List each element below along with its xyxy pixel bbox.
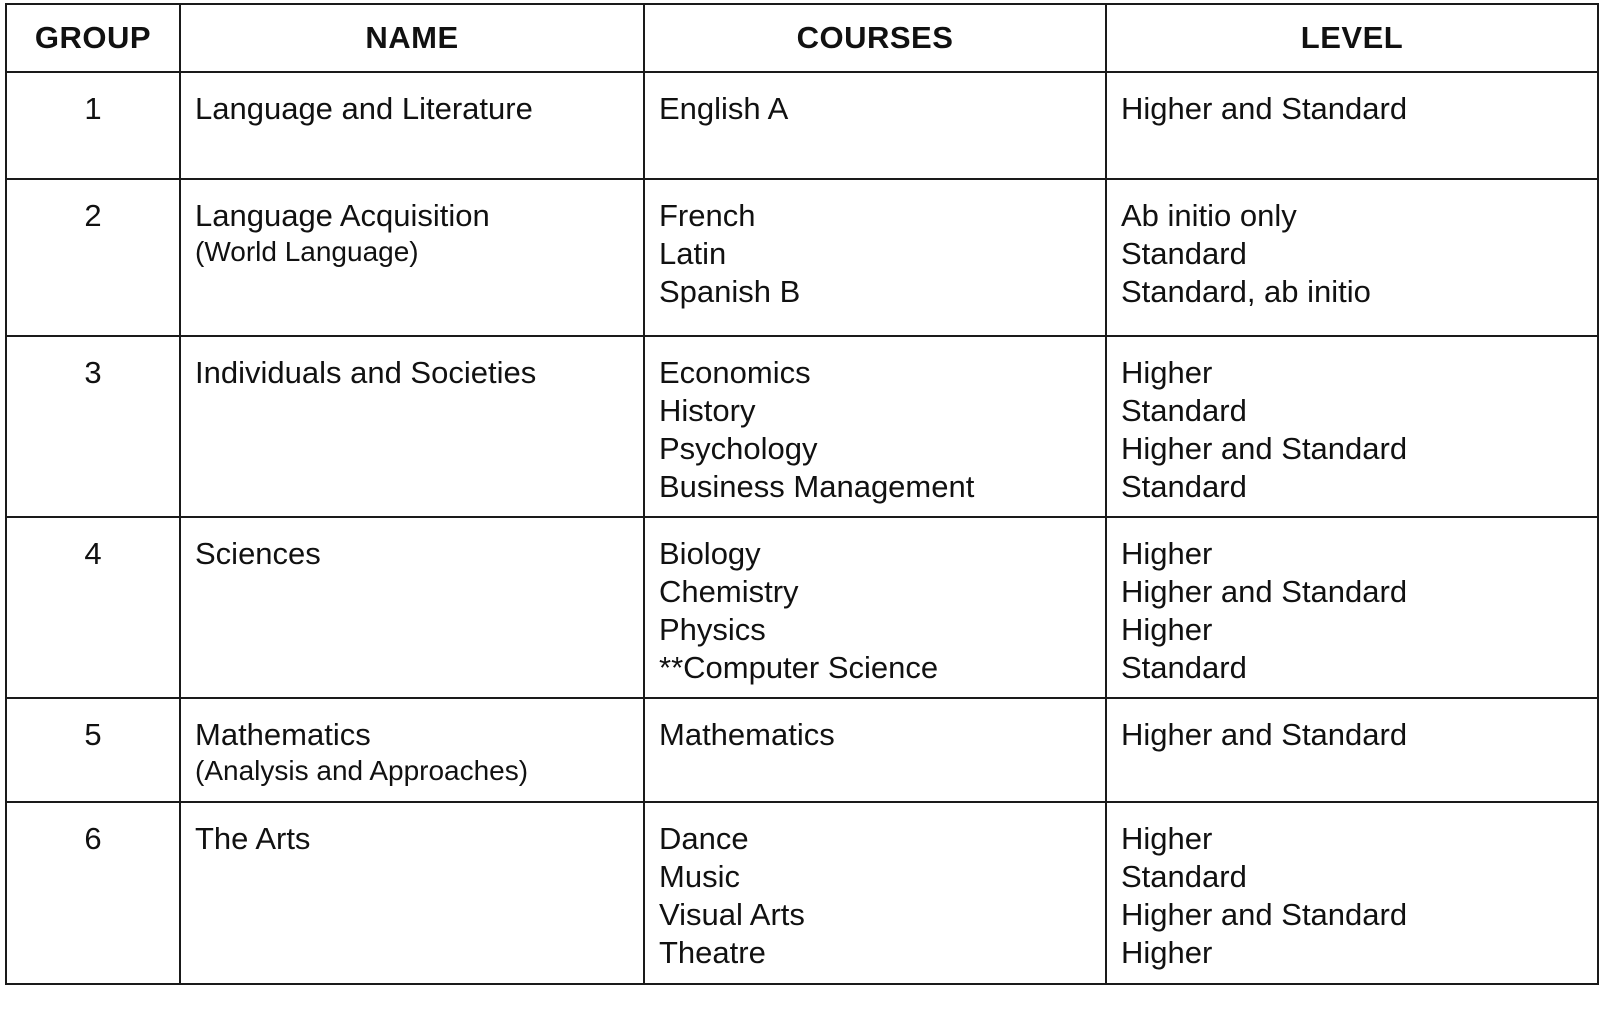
course-level: Higher and Standard — [1121, 431, 1408, 466]
course-level: Higher and Standard — [1121, 574, 1408, 609]
course-name: Biology — [659, 536, 761, 571]
course-level: Standard — [1121, 859, 1247, 894]
level-cell — [1106, 802, 1598, 984]
group-name-cell — [180, 336, 644, 517]
course-name: Economics — [659, 355, 811, 390]
course-table — [5, 3, 1599, 985]
course-name: **Computer Science — [659, 650, 939, 685]
group-number-cell: 2 — [6, 179, 180, 336]
courses-cell — [644, 698, 1106, 802]
level-cell — [1106, 179, 1598, 336]
course-name: Business Management — [659, 469, 975, 504]
course-level: Higher and Standard — [1121, 897, 1408, 932]
table-row — [6, 802, 1598, 984]
group-name: Mathematics — [195, 717, 371, 752]
table-row — [6, 179, 1598, 336]
table-row — [6, 698, 1598, 802]
level-cell — [1106, 517, 1598, 698]
course-name: Latin — [659, 236, 727, 271]
header-row — [6, 4, 1598, 72]
group-name: Sciences — [195, 536, 321, 571]
group-name-cell — [180, 72, 644, 179]
course-level: Standard, ab initio — [1121, 274, 1371, 309]
header-courses: COURSES — [644, 4, 1106, 72]
group-name: Language and Literature — [195, 91, 533, 126]
course-level: Standard — [1121, 650, 1247, 685]
course-level: Higher — [1121, 536, 1213, 571]
course-level: Standard — [1121, 236, 1247, 271]
course-level: Higher and Standard — [1121, 717, 1408, 752]
group-number-cell: 1 — [6, 72, 180, 179]
course-level: Higher — [1121, 612, 1213, 647]
group-name-subtitle: (World Language) — [195, 236, 419, 267]
table-body — [6, 72, 1598, 984]
course-name: Music — [659, 859, 740, 894]
group-name-cell — [180, 802, 644, 984]
level-cell — [1106, 72, 1598, 179]
group-number-cell: 4 — [6, 517, 180, 698]
header-group: GROUP — [6, 4, 180, 72]
group-name: Language Acquisition — [195, 198, 490, 233]
courses-cell — [644, 336, 1106, 517]
course-name: French — [659, 198, 756, 233]
table-row — [6, 517, 1598, 698]
group-number-cell: 5 — [6, 698, 180, 802]
group-name-cell — [180, 698, 644, 802]
course-name: Physics — [659, 612, 766, 647]
header-name: NAME — [180, 4, 644, 72]
courses-cell — [644, 802, 1106, 984]
level-cell — [1106, 698, 1598, 802]
course-name: Theatre — [659, 935, 766, 970]
group-name-subtitle: (Analysis and Approaches) — [195, 755, 529, 786]
group-number-cell: 6 — [6, 802, 180, 984]
courses-cell — [644, 517, 1106, 698]
course-level: Higher and Standard — [1121, 91, 1408, 126]
course-name: History — [659, 393, 756, 428]
group-name-cell — [180, 179, 644, 336]
course-name: Psychology — [659, 431, 818, 466]
group-name: The Arts — [195, 821, 311, 856]
course-level: Ab initio only — [1121, 198, 1297, 233]
table-row — [6, 72, 1598, 179]
group-name: Individuals and Societies — [195, 355, 537, 390]
level-cell — [1106, 336, 1598, 517]
courses-cell — [644, 179, 1106, 336]
group-number-cell: 3 — [6, 336, 180, 517]
table-row — [6, 336, 1598, 517]
course-name: Spanish B — [659, 274, 801, 309]
course-name: English A — [659, 91, 789, 126]
course-level: Higher — [1121, 935, 1213, 970]
course-level: Higher — [1121, 821, 1213, 856]
header-level: LEVEL — [1106, 4, 1598, 72]
group-name-cell — [180, 517, 644, 698]
course-name: Mathematics — [659, 717, 835, 752]
course-level: Standard — [1121, 469, 1247, 504]
course-level: Higher — [1121, 355, 1213, 390]
course-name: Dance — [659, 821, 749, 856]
courses-cell — [644, 72, 1106, 179]
course-name: Chemistry — [659, 574, 799, 609]
course-name: Visual Arts — [659, 897, 805, 932]
course-level: Standard — [1121, 393, 1247, 428]
